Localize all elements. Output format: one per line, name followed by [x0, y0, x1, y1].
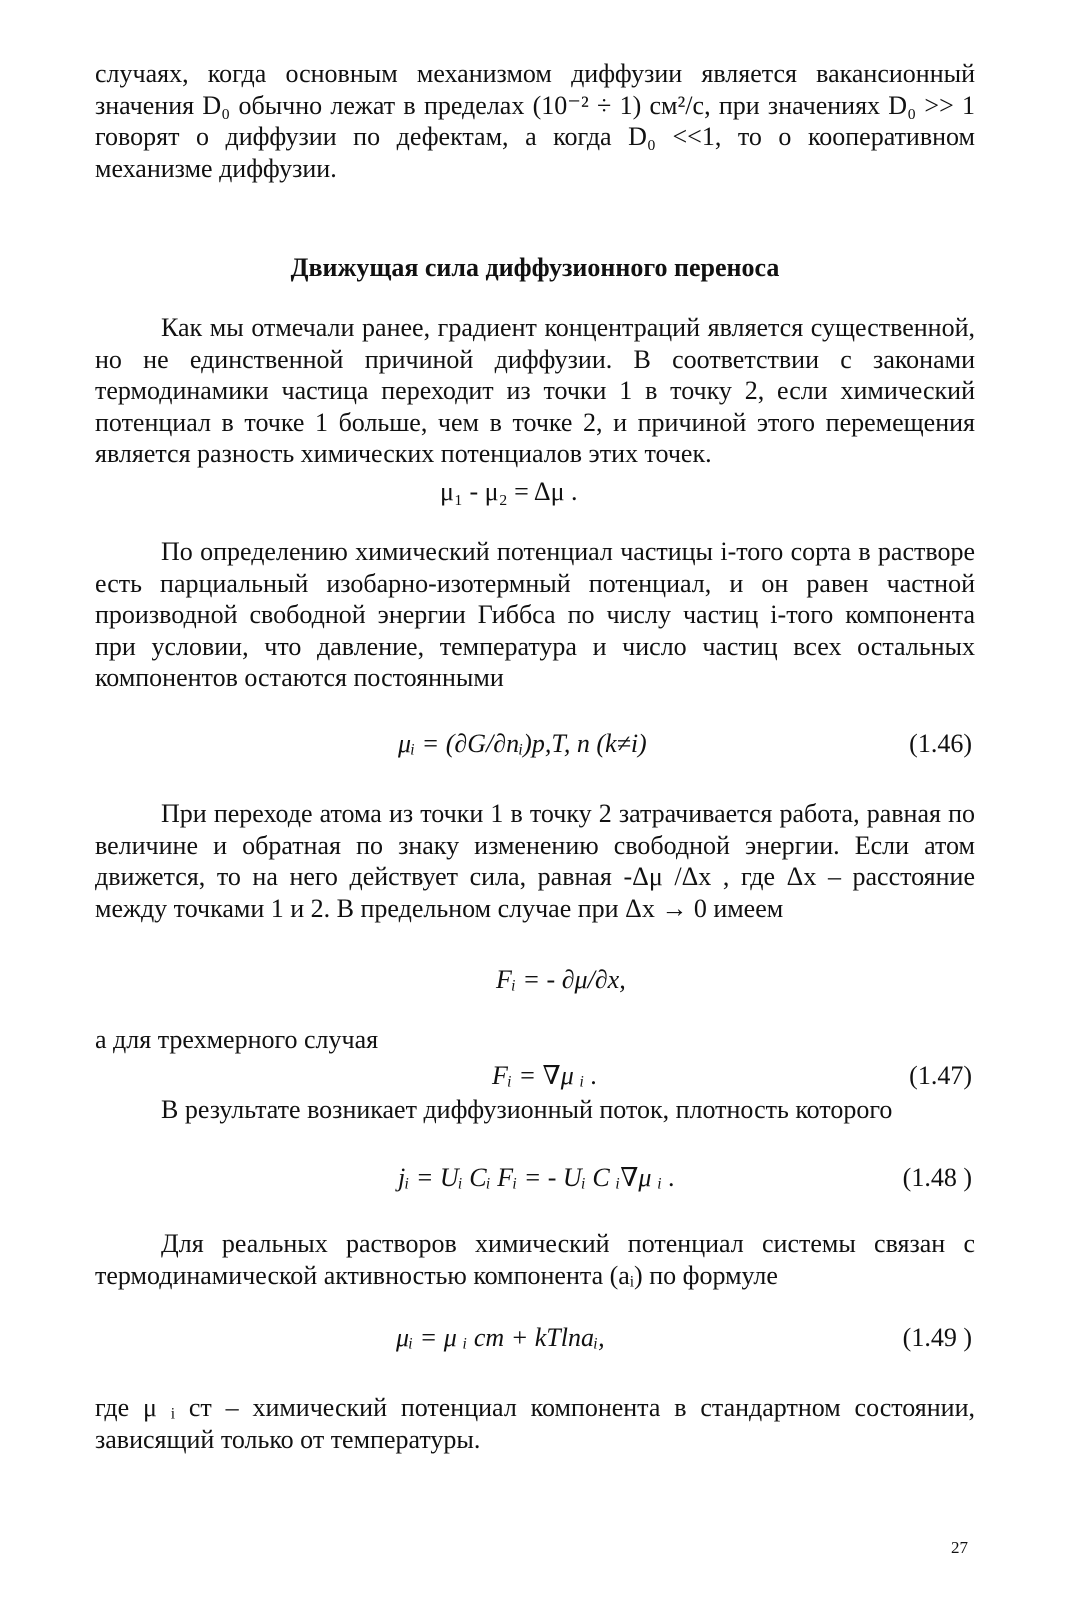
equation-1-48-number: (1.48 )	[902, 1163, 972, 1192]
equation-1-47: Fᵢ = ∇μ ᵢ .	[492, 1061, 598, 1090]
equation-1-46-number: (1.46)	[909, 729, 972, 758]
intro-paragraph: случаях, когда основным механизмом диффузии является вакансионный значения D₀ обычно лежат в пределах (10⁻² ÷ 1) см²/с, при значениях D₀ >> 1 говорят о диффузии по дефектам, а когда D₀ <<1, то о кооперативном механизме диффузии.	[95, 59, 975, 183]
paragraph-6: Для реальных растворов химический потенциал системы связан с термодинамической активностью компонента (aᵢ) по формуле	[95, 1229, 975, 1290]
paragraph-1: Как мы отмечали ранее, градиент концентраций является существенной, но не единственной причиной диффузии. В соответствии с законами термодинамики частица переходит из точки 1 в точку 2, если химический потенциал в точке 1 больше, чем в точке 2, и причиной этого перемещения является разность химических потенциалов этих точек.	[95, 313, 975, 468]
paragraph-2: По определению химический потенциал частицы i-того сорта в растворе есть парциальный изобарно-изотермный потенциал, и он равен частной производной свободной энергии Гиббса по числу частиц i-того компонента при условии, что давление, температура и число частиц всех остальных компонентов остаются постоянными	[95, 537, 975, 692]
paragraph-7: где μ ᵢ ст – химический потенциал компонента в стандартном состоянии, зависящий только от температуры.	[95, 1393, 975, 1454]
equation-delta-mu: μ₁ - μ₂ = Δμ .	[440, 477, 578, 506]
equation-1-49-number: (1.49 )	[902, 1323, 972, 1352]
section-heading: Движущая сила диффузионного переноса	[290, 253, 780, 282]
equation-1-47-number: (1.47)	[909, 1061, 972, 1090]
paragraph-4: а для трехмерного случая	[95, 1025, 379, 1054]
equation-1-48: jᵢ = Uᵢ Cᵢ Fᵢ = - Uᵢ C ᵢ∇μ ᵢ .	[398, 1163, 676, 1192]
equation-force: Fᵢ = - ∂μ/∂x,	[496, 965, 626, 994]
paragraph-5: В результате возникает диффузионный поток, плотность которого	[161, 1095, 893, 1124]
equation-1-49: μᵢ = μ ᵢ ст + kTlnaᵢ,	[396, 1323, 605, 1352]
equation-1-46: μᵢ = (∂G/∂nᵢ)p,T, n (k≠i)	[398, 729, 647, 758]
paragraph-3: При переходе атома из точки 1 в точку 2 затрачивается работа, равная по величине и обратная по знаку изменению свободной энергии. Если атом движется, то на него действует сила, равная -Δμ /Δx , где Δx – расстояние между точками 1 и 2. В предельном случае при Δx → 0 имеем	[95, 799, 975, 923]
page-number: 27	[951, 1538, 968, 1557]
